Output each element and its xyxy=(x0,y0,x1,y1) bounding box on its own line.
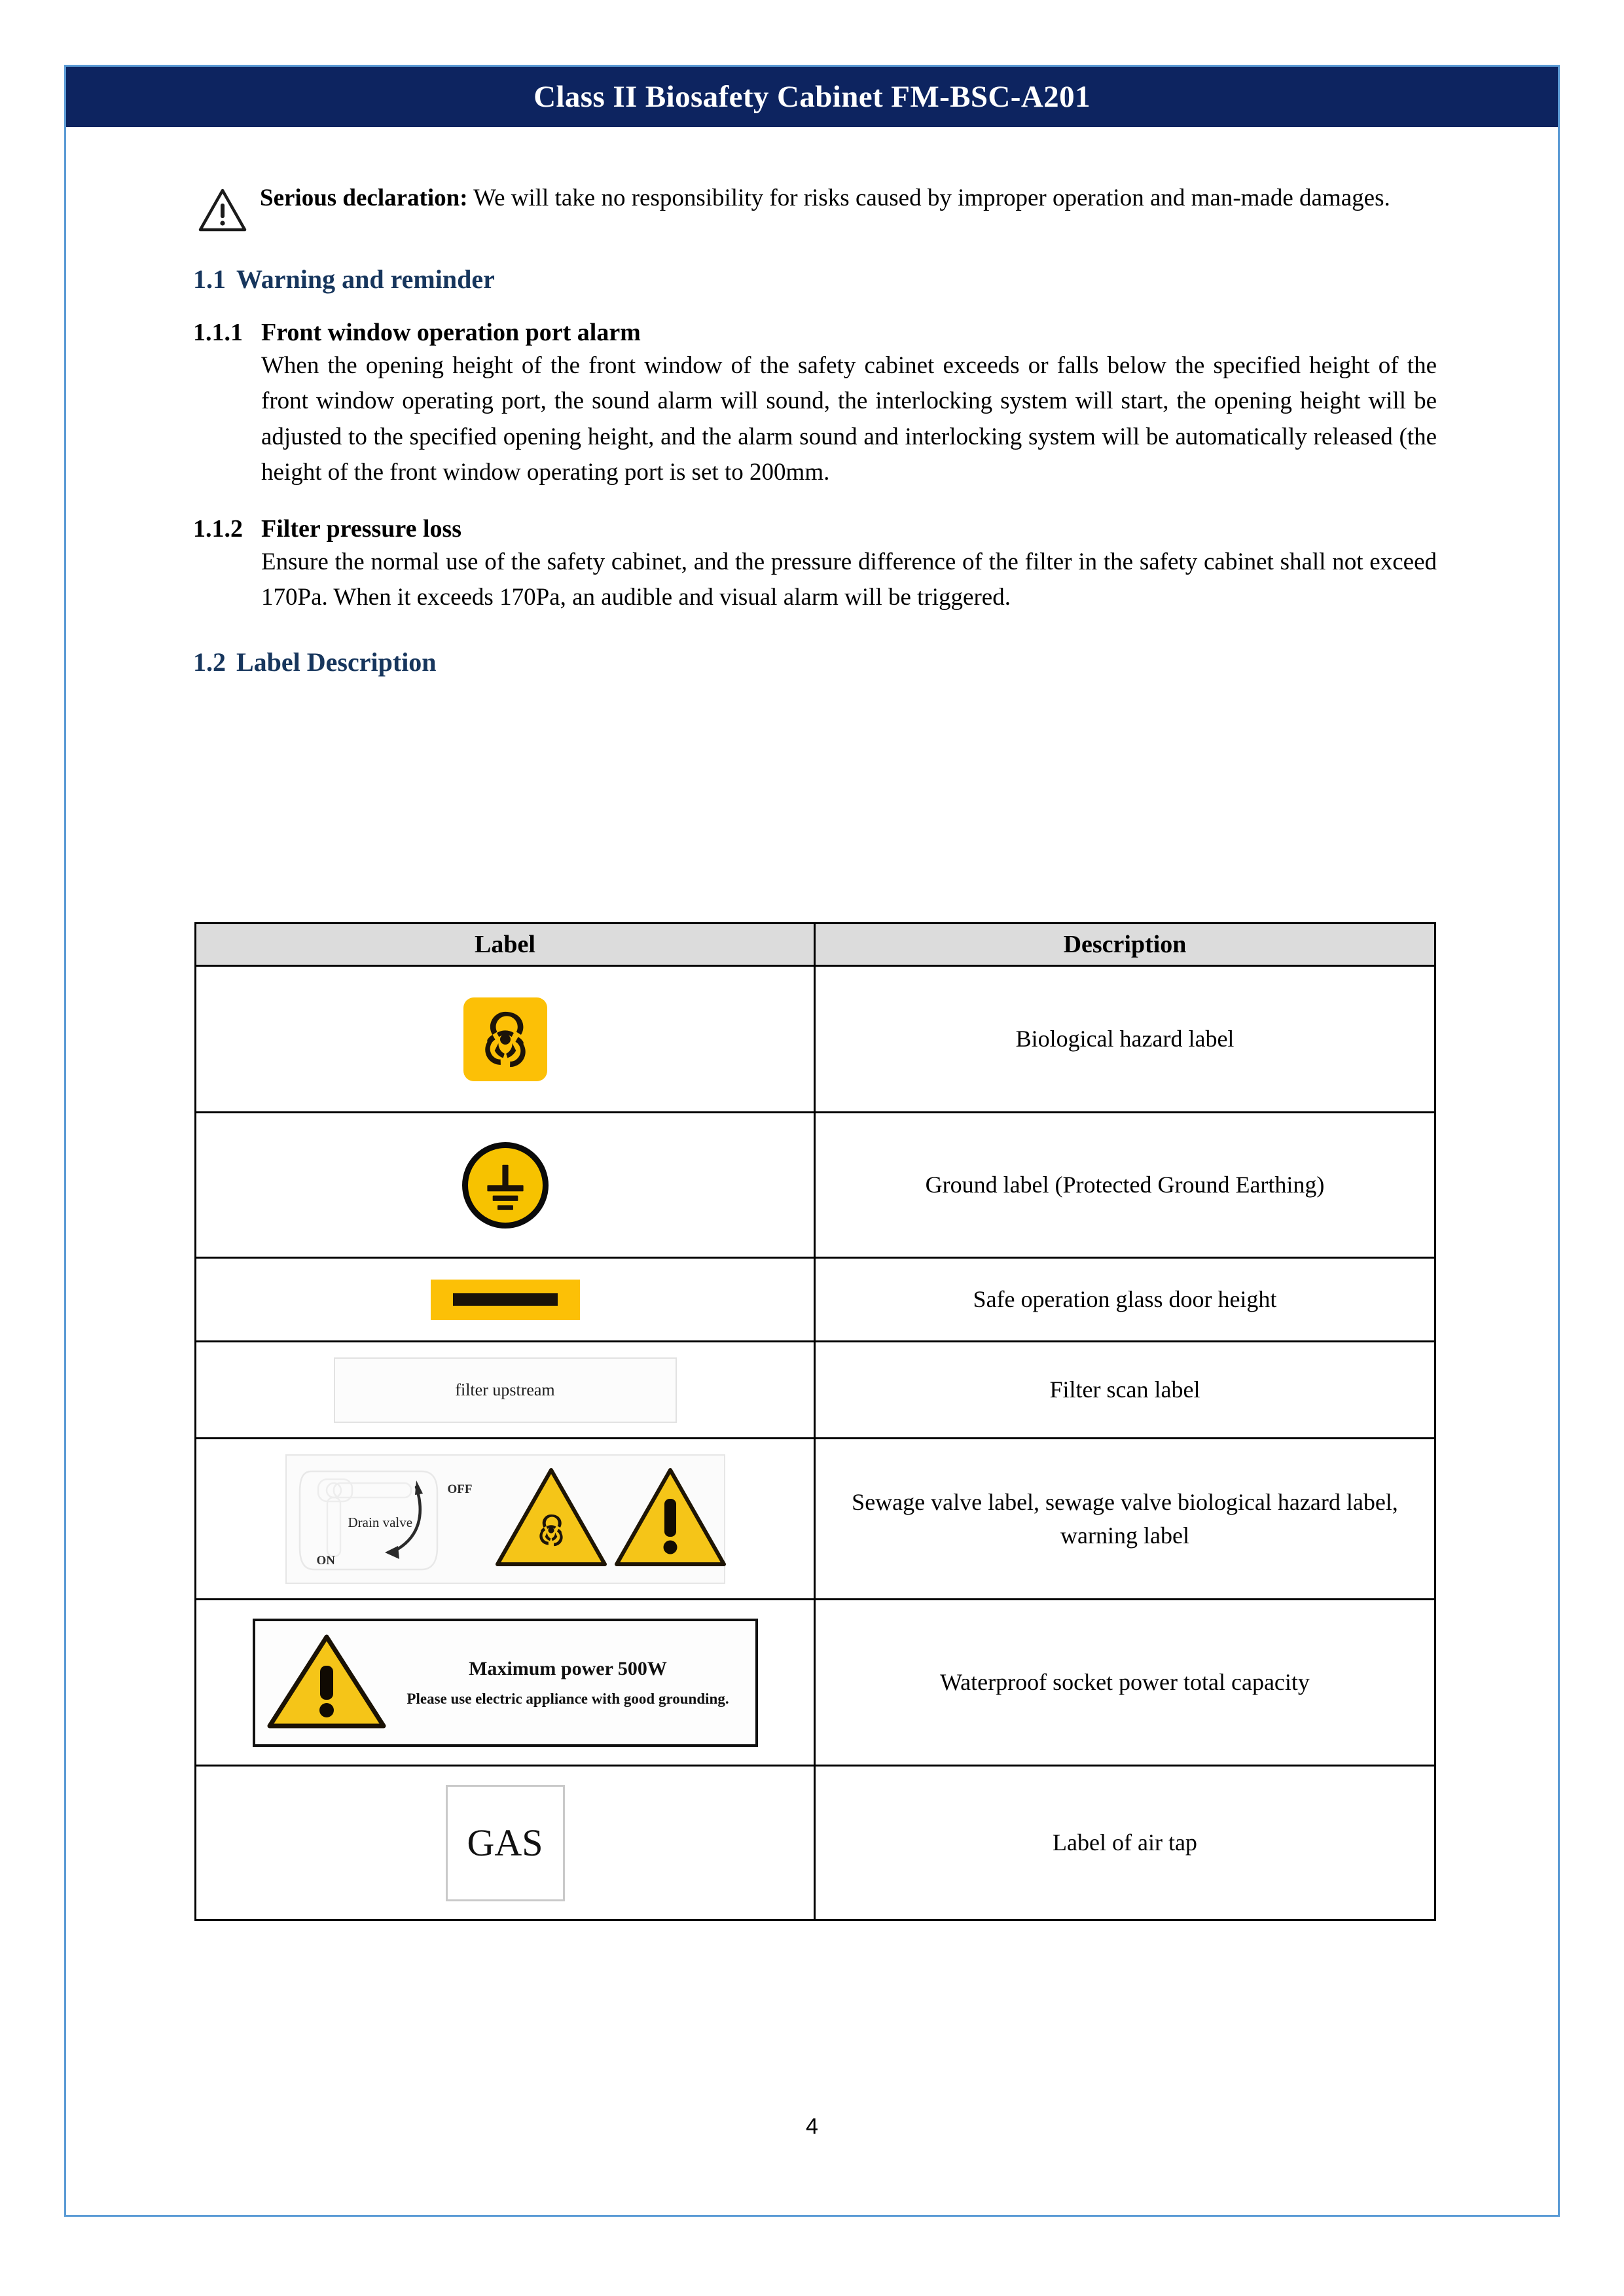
filter-upstream-text: filter upstream xyxy=(455,1380,555,1399)
table-row xyxy=(196,1439,1435,1600)
section-title: Label Description xyxy=(236,647,437,677)
document-content xyxy=(193,167,1437,677)
maximum-power-warning-plate xyxy=(253,1619,758,1747)
valve-on-label: ON xyxy=(316,1553,335,1568)
label-cell-biohazard xyxy=(196,966,815,1113)
section-number: 1.1 xyxy=(193,264,226,294)
label-cell-maximum-power xyxy=(196,1600,815,1766)
subsection-heading-front-window-alarm xyxy=(193,318,1437,347)
page-number: 4 xyxy=(806,2114,818,2139)
page-title: Class II Biosafety Cabinet FM-BSC-A201 xyxy=(533,80,1091,114)
biohazard-yellow-square-icon xyxy=(463,997,547,1081)
table-row xyxy=(196,1113,1435,1258)
description-cell-waterproof-socket: Waterproof socket power total capacity xyxy=(815,1600,1435,1766)
subsection-title: Filter pressure loss xyxy=(261,514,462,543)
description-cell-glass-door-height: Safe operation glass door height xyxy=(815,1258,1435,1342)
serious-declaration-body: We will take no responsibility for risks caused by improper operation and man-made damages. xyxy=(467,185,1390,211)
power-max-line: Maximum power 500W xyxy=(469,1657,667,1679)
column-header-description: Description xyxy=(815,924,1435,966)
subsection-number: 1.1.2 xyxy=(193,514,243,543)
exclamation-warning-triangle-icon xyxy=(266,1632,388,1733)
document-title-bar xyxy=(66,67,1558,127)
gas-text: GAS xyxy=(467,1821,543,1864)
label-cell-ground xyxy=(196,1113,815,1258)
serious-declaration-text xyxy=(252,181,1437,216)
yellow-bar-glass-door-height-icon xyxy=(431,1280,580,1320)
serious-declaration-block xyxy=(193,181,1437,232)
label-cell-sewage-valve xyxy=(196,1439,815,1600)
description-cell-air-tap: Label of air tap xyxy=(815,1766,1435,1920)
label-cell-glass-door-height xyxy=(196,1258,815,1342)
drain-valve-diagram-icon xyxy=(293,1461,490,1577)
subsection-number: 1.1.1 xyxy=(193,319,243,346)
drain-valve-biohazard-warning-plate xyxy=(285,1454,725,1584)
subsection-body-filter-pressure-loss: Ensure the normal use of the safety cabinet, and the pressure difference of the filter in the safety cabinet shall not exceed 170Pa. When it exceeds 170Pa, an audible and visual alarm will be triggered. xyxy=(261,548,1437,611)
subsection-title: Front window operation port alarm xyxy=(261,319,641,346)
table-row xyxy=(196,966,1435,1113)
table-row xyxy=(196,1766,1435,1920)
warning-triangle-icon xyxy=(193,181,252,232)
label-cell-gas xyxy=(196,1766,815,1920)
gas-text-plate xyxy=(446,1785,565,1901)
subsection-body-front-window-alarm: When the opening height of the front window of the safety cabinet exceeds or falls below the specified height of the front window operating port, the sound alarm will sound, the interlocking system will start, the opening height will be adjusted to the specified opening height, and the alarm sound and interlocking system will be automatically released (the height of the front window operating port is set to 200mm. xyxy=(261,352,1437,486)
label-cell-filter-upstream xyxy=(196,1342,815,1439)
protective-earth-ground-icon xyxy=(462,1142,549,1229)
description-cell-biohazard: Biological hazard label xyxy=(815,966,1435,1113)
power-plate-text xyxy=(388,1658,745,1708)
section-heading-warning-and-reminder xyxy=(193,264,1437,295)
filter-upstream-text-box xyxy=(334,1357,677,1423)
description-cell-sewage-valve: Sewage valve label, sewage valve biological hazard label, warning label xyxy=(815,1439,1435,1600)
table-row xyxy=(196,1258,1435,1342)
subsection-heading-filter-pressure-loss xyxy=(193,514,1437,543)
black-stripe xyxy=(453,1293,558,1306)
section-number: 1.2 xyxy=(193,647,226,677)
column-header-label: Label xyxy=(196,924,815,966)
serious-declaration-label: Serious declaration: xyxy=(260,185,468,211)
section-title: Warning and reminder xyxy=(236,264,495,294)
power-grounding-line: Please use electric appliance with good grounding. xyxy=(406,1690,729,1707)
description-cell-ground: Ground label (Protected Ground Earthing) xyxy=(815,1113,1435,1258)
section-heading-label-description xyxy=(193,647,1437,677)
drain-valve-name-label: Drain valve xyxy=(348,1514,413,1530)
exclamation-warning-triangle-icon xyxy=(613,1465,728,1573)
valve-off-label: OFF xyxy=(447,1482,473,1496)
table-row xyxy=(196,1600,1435,1766)
label-description-table xyxy=(194,922,1436,1921)
table-header-row xyxy=(196,924,1435,966)
table-row xyxy=(196,1342,1435,1439)
biohazard-triangle-icon xyxy=(494,1465,609,1573)
description-cell-filter-scan: Filter scan label xyxy=(815,1342,1435,1439)
